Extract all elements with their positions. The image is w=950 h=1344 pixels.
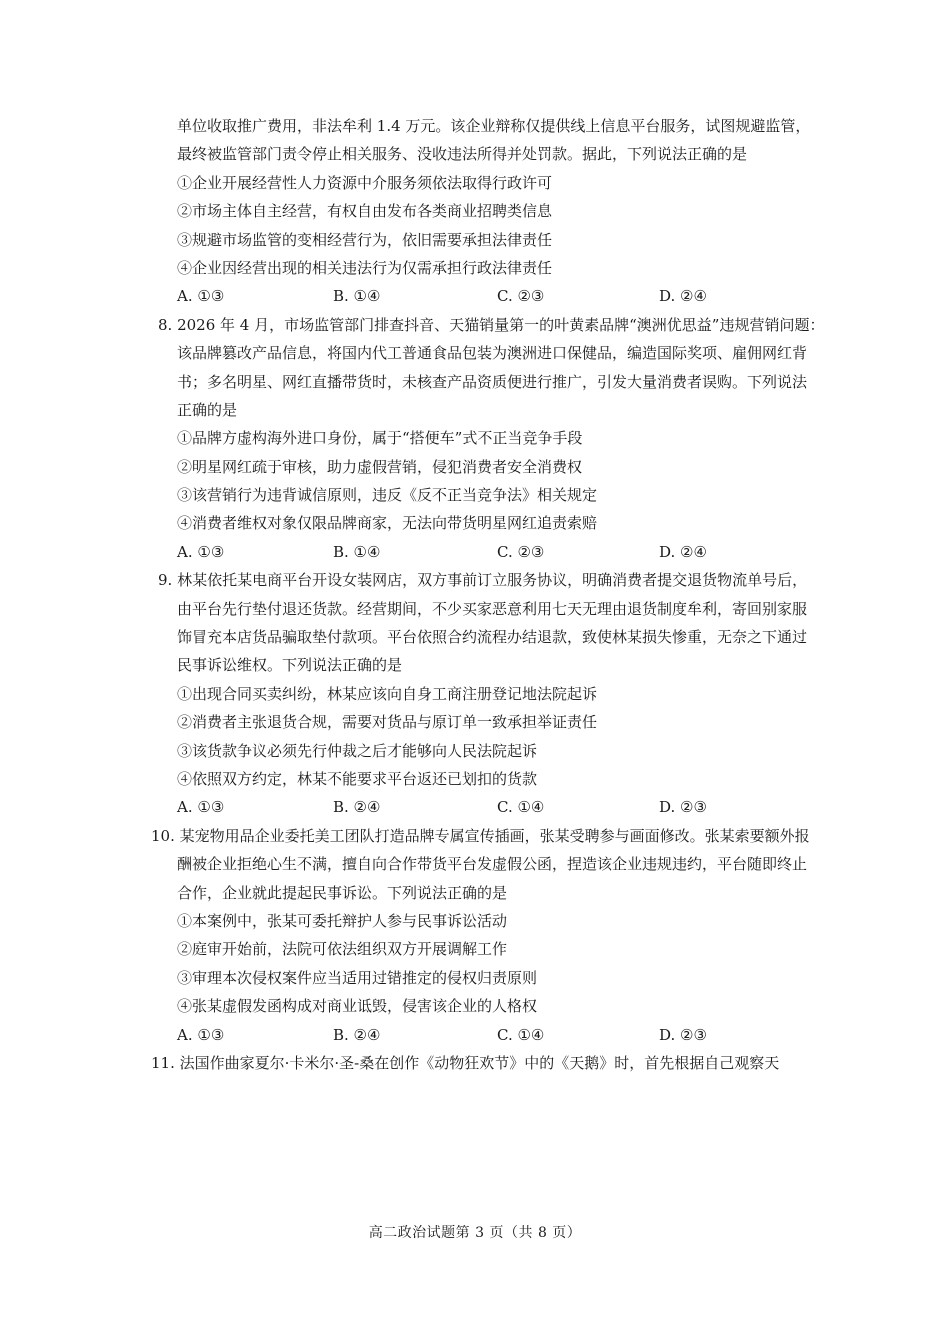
- question-text: 民事诉讼维权。下列说法正确的是: [177, 656, 403, 675]
- option-a: A. ①③: [177, 1025, 225, 1044]
- statement-3: ③该营销行为违背诚信原则，违反《反不正当竞争法》相关规定: [177, 486, 598, 505]
- statement-2: ②明星网红疏于审核，助力虚假营销，侵犯消费者安全消费权: [177, 457, 583, 476]
- statement-3: ③该货款争议必须先行仲裁之后才能够向人民法院起诉: [177, 741, 538, 760]
- statement-4: ④消费者维权对象仅限品牌商家，无法向带货明星网红追责索赔: [177, 514, 598, 533]
- question-text: 最终被监管部门责令停止相关服务、没收违法所得并处罚款。据此，下列说法正确的是: [177, 145, 748, 164]
- answer-options: [0, 793, 950, 821]
- option-c: C. ①④: [497, 798, 545, 817]
- question-stem: 10. 某宠物用品企业委托美工团队打造品牌专属宣传插画，张某受聘参与画面修改。张某索要额外报: [151, 826, 810, 845]
- question-text: 合作，企业就此提起民事诉讼。下列说法正确的是: [177, 883, 508, 902]
- option-a: A. ①③: [177, 287, 225, 306]
- question-text: 正确的是: [177, 400, 238, 419]
- page-footer: 高二政治试题第 3 页（共 8 页）: [368, 1225, 582, 1241]
- exam-page: [0, 112, 950, 1077]
- statement-1: ①出现合同买卖纠纷，林某应该向自身工商注册登记地法院起诉: [177, 684, 598, 703]
- option-d: D. ②③: [659, 1025, 707, 1044]
- statement-3: ③规避市场监管的变相经营行为，依旧需要承担法律责任: [177, 230, 553, 249]
- option-c: C. ②③: [497, 542, 545, 561]
- option-b: B. ②④: [333, 1025, 381, 1044]
- statement-2: ②消费者主张退货合规，需要对货品与原订单一致承担举证责任: [177, 713, 598, 732]
- option-a: A. ①③: [177, 798, 225, 817]
- statement-2: ②市场主体自主经营，有权自由发布各类商业招聘类信息: [177, 202, 553, 221]
- answer-options: [0, 282, 950, 310]
- statement-3: ③审理本次侵权案件应当适用过错推定的侵权归责原则: [177, 968, 538, 987]
- option-c: C. ①④: [497, 1025, 545, 1044]
- option-b: B. ①④: [333, 542, 381, 561]
- option-b: B. ①④: [333, 287, 381, 306]
- statement-4: ④依照双方约定，林某不能要求平台返还已划扣的货款: [177, 769, 538, 788]
- question-text: 书；多名明星、网红直播带货时，未核查产品资质便进行推广，引发大量消费者误购。下列说法: [177, 372, 808, 391]
- option-d: D. ②④: [659, 287, 707, 306]
- question-9: [0, 566, 950, 822]
- question-text: 饰冒充本店货品骗取垫付款项。平台依照合约流程办结退款，致使林某损失惨重，无奈之下通过: [177, 628, 808, 647]
- statement-4: ④企业因经营出现的相关违法行为仅需承担行政法律责任: [177, 258, 553, 277]
- statement-1: ①品牌方虚构海外进口身份，属于“搭便车”式不正当竞争手段: [177, 429, 583, 448]
- option-b: B. ②④: [333, 798, 381, 817]
- statement-4: ④张某虚假发函构成对商业诋毁，侵害该企业的人格权: [177, 997, 538, 1016]
- statement-1: ①本案例中，张某可委托辩护人参与民事诉讼活动: [177, 911, 508, 930]
- question-8: [0, 311, 950, 567]
- question-stem: 11. 法国作曲家夏尔·卡米尔·圣-桑在创作《动物狂欢节》中的《天鹅》时，首先根据自己观察天: [151, 1053, 780, 1072]
- question-stem: 9. 林某依托某电商平台开设女装网店，双方事前订立服务协议，明确消费者提交退货物流单号后，: [158, 571, 808, 590]
- option-c: C. ②③: [497, 287, 545, 306]
- question-text: 酬被企业拒绝心生不满，擅自向合作带货平台发虚假公函，捏造该企业违规违约，平台随即终止: [177, 855, 808, 874]
- question-10: [0, 822, 950, 1049]
- option-a: A. ①③: [177, 542, 225, 561]
- option-d: D. ②④: [659, 542, 707, 561]
- answer-options: [0, 1021, 950, 1049]
- question-text: 单位收取推广费用，非法牟利 1.4 万元。该企业辩称仅提供线上信息平台服务，试图规避监管，: [177, 117, 811, 135]
- question-text: 由平台先行垫付退还货款。经营期间，不少买家恶意利用七天无理由退货制度牟利，寄回别家服: [177, 599, 808, 618]
- option-d: D. ②③: [659, 798, 707, 817]
- question-7-continued: [0, 112, 950, 311]
- statement-1: ①企业开展经营性人力资源中介服务须依法取得行政许可: [177, 173, 553, 192]
- question-text: 该品牌篡改产品信息，将国内代工普通食品包装为澳洲进口保健品，编造国际奖项、雇佣网红背: [177, 344, 808, 363]
- statement-2: ②庭审开始前，法院可依法组织双方开展调解工作: [177, 940, 508, 959]
- question-stem: 8. 2026 年 4 月，市场监管部门排查抖音、天猫销量第一的叶黄素品牌“澳洲优思益”违规营销问题：: [158, 315, 825, 334]
- answer-options: [0, 538, 950, 566]
- question-11: [0, 1049, 950, 1077]
